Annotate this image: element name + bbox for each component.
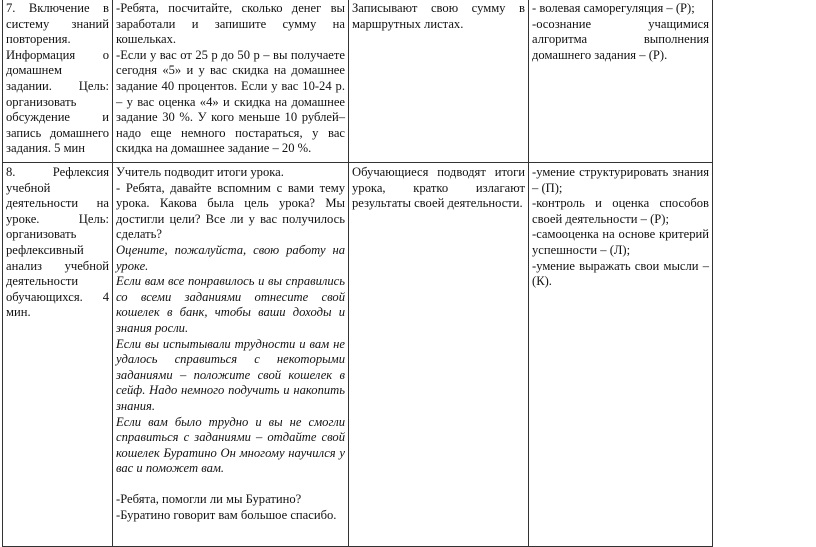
teacher-text-italic: Если вы испытывали трудности и вам не удалось справиться с некоторыми заданиями – положите свой кошелек в сейф. Надо немного подучить и накопить знания.: [116, 336, 345, 413]
student-text: Записывают свою сумму в маршрутных листах.: [352, 1, 525, 31]
uud-item: - волевая саморегуляция – (Р);: [532, 1, 695, 15]
uud-item: -самооценка на основе критерий успешности – (Л);: [532, 227, 709, 257]
teacher-text: -Ребята, помогли ли мы Буратино?: [116, 492, 302, 507]
paragraph-spacer: [116, 477, 345, 493]
teacher-text-italic: Оцените, пожалуйста, свою работу на уроке.: [116, 242, 345, 273]
teacher-text: -Если у вас от 25 р до 50 р – вы получаете сегодня «5» и у вас скидка на домашнее задание 40 процентов. Если у вас 10-24 р. – у вас оценка «4» и скидка на домашнее задание 30 %. У кого меньше 10 рублей– надо еще немного постараться, у вас скидка на домашнее задание – 20 %.: [116, 47, 345, 156]
stage-description: 7. Включение в систему знаний повторения. Информация о домашнем задании. Цель: организовать обсуждение и запись домашнего задания. 5 мин: [6, 1, 109, 156]
teacher-text: -Ребята, посчитайте, сколько денег вы заработали и запишите сумму на кошельках.: [116, 1, 345, 47]
uud-item: -умение структурировать знания – (П);: [532, 165, 709, 195]
teacher-text: Учитель подводит итоги урока.: [116, 165, 284, 179]
uud-cell: [529, 163, 713, 547]
lesson-plan-table: [2, 0, 713, 547]
teacher-activity-cell: [113, 0, 349, 163]
teacher-text: - Ребята, давайте вспомним с вами тему урока. Какова была цель урока? Мы достигли цели? Все ли у вас получилось сделать?: [116, 180, 345, 242]
teacher-text: -Буратино говорит вам большое спасибо.: [116, 508, 337, 523]
uud-item: -контроль и оценка способов своей деятельности – (Р);: [532, 196, 709, 226]
teacher-text-italic: Если вам все понравилось и вы справились со всеми заданиями отнесите свой кошелек в банк, чтобы ваши доходы и знания росли.: [116, 274, 345, 335]
student-activity-cell: [349, 0, 529, 163]
table-row-stage-8: [3, 163, 713, 547]
uud-item: -осознание учащимися алгоритма выполнения домашнего задания – (Р).: [532, 16, 709, 62]
table-row-stage-7: [3, 0, 713, 163]
student-text: Обучающиеся подводят итоги урока, кратко излагают результаты своей деятельности.: [352, 165, 525, 211]
teacher-activity-cell: [113, 163, 349, 547]
student-activity-cell: [349, 163, 529, 547]
teacher-text-italic: Если вам было трудно и вы не смогли справиться с заданиями – отдайте свой кошелек Буратино Он многому научился у вас и поможет вам.: [116, 414, 345, 476]
stage-description: 8. Рефлексия учебной деятельности на уроке. Цель: организовать рефлексивный анализ учебной деятельности обучающихся. 4 мин.: [6, 165, 109, 320]
uud-item: -умение выражать свои мысли – (К).: [532, 258, 709, 289]
stage-cell: [3, 163, 113, 547]
stage-cell: [3, 0, 113, 163]
uud-cell: [529, 0, 713, 163]
